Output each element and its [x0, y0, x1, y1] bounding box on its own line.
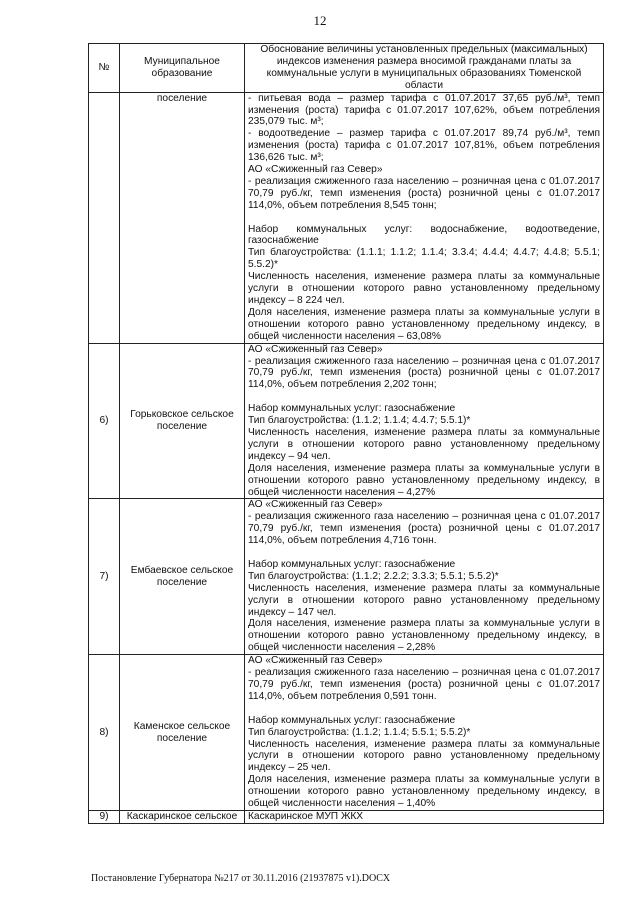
justification-line: Тип благоустройства: (1.1.2; 1.1.4; 5.5.1; 5.5.2)* [248, 726, 471, 738]
justification-line: Набор коммунальных услуг: газоснабжение [248, 714, 456, 726]
justification-line: Доля населения, изменение размера платы за коммунальные услуги в отношении которого равно установленному предельному индексу, в общей численности населения – 1,40% [248, 774, 600, 810]
justification-line: - реализация сжиженного газа населению – розничная цена с 01.07.2017 70,79 руб./кг, темп изменения (роста) розничной цены с 01.07.2017 114,0%, объем потребления 4,716 тонн. [248, 511, 600, 547]
justification-line: Тип благоустройства: (1.1.2; 1.1.4; 4.4.7; 5.5.1)* [248, 415, 471, 427]
table-row [89, 655, 604, 811]
page-number: 12 [313, 13, 327, 28]
justification-line: - реализация сжиженного газа населению – розничная цена с 01.07.2017 70,79 руб./кг, темп изменения (роста) розничной цены с 01.07.2017 114,0%, объем потребления 2,202 тонн; [248, 355, 600, 391]
row-municipality: Каскаринское сельское [120, 810, 245, 823]
row-number: 9) [89, 810, 120, 823]
row-justification [245, 499, 604, 655]
justification-line: Численность населения, изменение размера платы за коммунальные услуги в отношении которого равно установленному предельному индексу – 8 224 чел. [248, 271, 600, 307]
justification-line: - водоотведение – размер тарифа с 01.07.2017 89,74 руб./м³, темп изменения (роста) тарифа с 01.07.2017 107,81%, объем потребления 136,626 тыс. м³; [248, 128, 600, 164]
row-justification [245, 343, 604, 499]
row-number: 7) [89, 499, 120, 655]
justification-line: Набор коммунальных услуг: газоснабжение [248, 558, 456, 570]
justification-line: Доля населения, изменение размера платы за коммунальные услуги в отношении которого равно установленному предельному индексу, в общей численности населения – 2,28% [248, 618, 600, 654]
row-municipality: Ембаевское сельское поселение [120, 499, 245, 655]
justification-line: Численность населения, изменение размера платы за коммунальные услуги в отношении которого равно установленному предельному индексу – 94 чел. [248, 426, 600, 462]
blank-line [248, 391, 600, 403]
justification-line: Тип благоустройства: (1.1.1; 1.1.2; 1.1.4; 3.3.4; 4.4.4; 4.4.7; 4.4.8; 5.5.1; 5.5.2)* [248, 247, 600, 271]
blank-line [248, 547, 600, 559]
table-row [89, 499, 604, 655]
justification-line: Численность населения, изменение размера платы за коммунальные услуги в отношении которого равно установленному предельному индексу – 25 чел. [248, 738, 600, 774]
table-header-row [89, 44, 604, 93]
justification-line: АО «Сжиженный газ Север» [248, 499, 383, 511]
row-number: 6) [89, 343, 120, 499]
header-justification: Обоснование величины установленных предельных (максимальных) индексов изменения размера вносимой гражданами платы за коммунальные услуги в муниципальных образованиях Тюменской области [245, 44, 604, 93]
indices-table [88, 43, 604, 824]
row-municipality: Горьковское сельское поселение [120, 343, 245, 499]
justification-line: - реализация сжиженного газа населению – розничная цена с 01.07.2017 70,79 руб./кг, темп изменения (роста) розничной цены с 01.07.2017 114,0%, объем потребления 8,545 тонн; [248, 175, 600, 211]
justification-line: Тип благоустройства: (1.1.2; 2.2.2; 3.3.3; 5.5.1; 5.5.2)* [248, 570, 499, 582]
justification-line: Численность населения, изменение размера платы за коммунальные услуги в отношении которого равно установленному предельному индексу – 147 чел. [248, 582, 600, 618]
justification-line: - питьевая вода – размер тарифа с 01.07.2017 37,65 руб./м³, темп изменения (роста) тарифа с 01.07.2017 107,62%, объем потребления 235,079 тыс. м³; [248, 92, 600, 128]
justification-line: АО «Сжиженный газ Север» [248, 655, 383, 667]
table-row [89, 810, 604, 823]
row-justification [245, 810, 604, 823]
table-row [89, 92, 604, 343]
row-municipality: поселение [120, 92, 245, 343]
row-justification [245, 92, 604, 343]
row-number: 8) [89, 655, 120, 811]
row-municipality: Каменское сельское поселение [120, 655, 245, 811]
blank-line [248, 703, 600, 715]
justification-line: - реализация сжиженного газа населению – розничная цена с 01.07.2017 70,79 руб./кг, темп изменения (роста) розничной цены с 01.07.2017 114,0%, объем потребления 0,591 тонн. [248, 667, 600, 702]
justification-line: Каскаринское МУП ЖКХ [248, 810, 364, 822]
row-justification [245, 655, 604, 811]
justification-line: Доля населения, изменение размера платы за коммунальные услуги в отношении которого равно установленному предельному индексу, в общей численности населения – 4,27% [248, 462, 600, 498]
document-footer: Постановление Губернатора №217 от 30.11.2016 (21937875 v1).DOCX [91, 873, 391, 884]
justification-line: АО «Сжиженный газ Север» [248, 164, 383, 176]
justification-line: Доля населения, изменение размера платы за коммунальные услуги в отношении которого равно установленному предельному индексу, в общей численности населения – 63,08% [248, 306, 600, 342]
row-number [89, 92, 120, 343]
table-row [89, 343, 604, 499]
blank-line [248, 212, 600, 224]
justification-line: Набор коммунальных услуг: водоснабжение, водоотведение, газоснабжение [248, 223, 600, 247]
header-municipality: Муниципальное образование [120, 44, 245, 93]
justification-line: АО «Сжиженный газ Север» [248, 343, 383, 355]
justification-line: Набор коммунальных услуг: газоснабжение [248, 403, 456, 415]
header-num: № [89, 44, 120, 93]
